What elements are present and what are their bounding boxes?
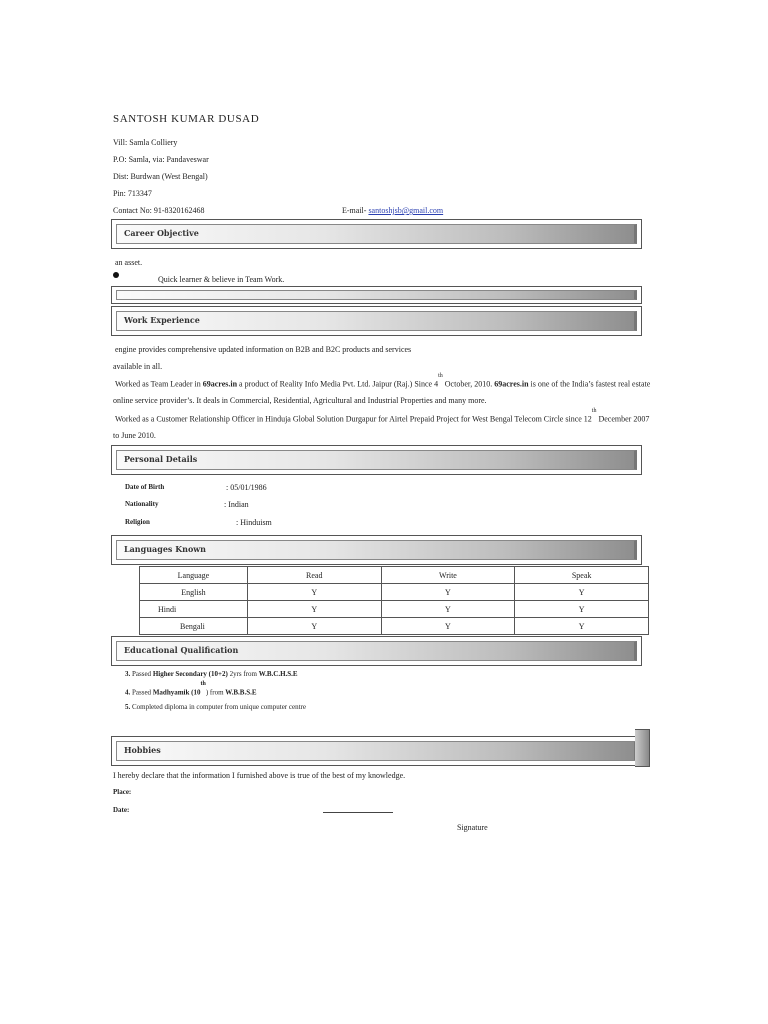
section-languages-known xyxy=(111,535,642,565)
declaration-text: I hereby declare that the information I furnished above is true of the best of my knowledge. xyxy=(113,771,406,780)
career-bullet-text: Quick learner & believe in Team Work. xyxy=(158,275,285,284)
address-village: Vill: Samla Colliery xyxy=(113,138,178,147)
address-district: Dist: Burdwan (West Bengal) xyxy=(113,172,208,181)
section-career-objective xyxy=(111,219,642,249)
edu-text: Completed diploma in computer from unique computer centre xyxy=(130,703,306,711)
section-title: Work Experience xyxy=(124,315,200,325)
table-header-row xyxy=(140,567,649,584)
edu-text: Passed xyxy=(130,670,153,678)
company-site: 69acres.in xyxy=(202,379,238,389)
edu-board: W.B.B.S.E xyxy=(225,688,257,697)
company-site: 69acres.in xyxy=(494,379,529,389)
work-line-3 xyxy=(115,373,651,389)
table-row xyxy=(140,584,649,601)
work-text: a product of Reality Info Media Pvt. Ltd. Jaipur (Raj.) Since 4 xyxy=(237,379,439,389)
address-pin: Pin: 713347 xyxy=(113,189,152,198)
table-cell: Y xyxy=(515,618,649,635)
email-link[interactable]: santoshjsb@gmail.com xyxy=(368,206,444,215)
section-title: Hobbies xyxy=(124,745,161,755)
section-title: Personal Details xyxy=(124,454,198,464)
item-number: 3. xyxy=(125,670,131,678)
work-text: is one of the India’s fastest real estate xyxy=(528,379,651,389)
section-title: Educational Qualification xyxy=(124,645,239,655)
languages-table xyxy=(139,566,649,635)
section-title: Languages Known xyxy=(124,544,206,554)
edu-degree: Higher Secondary (10+2) xyxy=(152,670,228,678)
email-label: E-mail- xyxy=(342,206,369,215)
table-row xyxy=(140,601,649,618)
table-cell: Y xyxy=(381,618,515,635)
signature-line xyxy=(323,812,393,813)
religion-value: : Hinduism xyxy=(236,518,272,527)
dob-value: : 05/01/1986 xyxy=(226,483,267,492)
ordinal-suffix: th xyxy=(200,681,206,687)
ordinal-suffix: th xyxy=(591,408,597,414)
education-item-1 xyxy=(125,670,298,678)
nationality-label: Nationality xyxy=(125,500,159,508)
section-title: Career Objective xyxy=(124,228,199,238)
table-cell: Y xyxy=(247,601,381,618)
education-item-2 xyxy=(125,681,257,697)
edu-text: 2yrs from xyxy=(227,670,259,678)
table-cell: English xyxy=(140,584,248,601)
work-text: Worked as a Customer Relationship Officer in Hinduja Global Solution Durgapur for Airtel Prepaid Project for West Bengal Telecom Circle since 12 xyxy=(115,414,592,424)
table-row xyxy=(140,618,649,635)
edu-text: ) xyxy=(205,688,209,697)
table-cell: Hindi xyxy=(140,601,248,618)
edu-text: Passed xyxy=(130,688,153,697)
edu-board: W.B.C.H.S.E xyxy=(258,670,298,678)
header-cell: Speak xyxy=(515,567,649,584)
table-cell: Y xyxy=(381,601,515,618)
header-cell: Language xyxy=(140,567,248,584)
religion-label: Religion xyxy=(125,518,150,526)
table-cell: Y xyxy=(515,601,649,618)
ordinal-suffix: th xyxy=(438,373,443,379)
section-personal-details xyxy=(111,445,642,475)
work-line-5 xyxy=(115,408,650,424)
career-text: an asset. xyxy=(115,258,143,267)
section-educational-qualification xyxy=(111,636,642,666)
candidate-name: SANTOSH KUMAR DUSAD xyxy=(113,113,260,125)
work-text: Worked as Team Leader in xyxy=(115,379,203,389)
work-line-4: online service provider’s. It deals in Commercial, Residential, Agricultural and Industrial Properties and many more. xyxy=(113,396,487,405)
bullet-icon xyxy=(113,272,119,278)
address-po: P.O: Samla, via: Pandaveswar xyxy=(113,155,209,164)
edu-text: from xyxy=(208,688,226,697)
email-line xyxy=(342,206,443,215)
contact-number: Contact No: 91-8320162468 xyxy=(113,206,205,215)
date-label: Date: xyxy=(113,806,130,814)
edu-degree: Madhyamik (10 xyxy=(152,688,201,697)
work-text: December 2007 xyxy=(596,414,650,424)
place-label: Place: xyxy=(113,788,132,796)
work-line-2: available in all. xyxy=(113,362,163,371)
table-cell: Y xyxy=(247,618,381,635)
item-number: 5. xyxy=(125,703,131,711)
table-cell: Y xyxy=(247,584,381,601)
section-hobbies xyxy=(111,736,642,766)
work-text: October, 2010. xyxy=(442,379,495,389)
education-item-3 xyxy=(125,703,306,711)
table-cell: Y xyxy=(515,584,649,601)
nationality-value: : Indian xyxy=(224,500,249,509)
table-cell: Y xyxy=(381,584,515,601)
work-line-6: to June 2010. xyxy=(113,431,156,440)
header-cell: Read xyxy=(247,567,381,584)
signature-label: Signature xyxy=(457,823,488,832)
dob-label: Date of Birth xyxy=(125,483,165,491)
header-cell: Write xyxy=(381,567,515,584)
item-number: 4. xyxy=(125,688,131,697)
section-empty-bar xyxy=(111,286,642,304)
work-line-1: engine provides comprehensive updated information on B2B and B2C products and services xyxy=(115,345,412,354)
section-work-experience xyxy=(111,306,642,336)
table-cell: Bengali xyxy=(140,618,248,635)
